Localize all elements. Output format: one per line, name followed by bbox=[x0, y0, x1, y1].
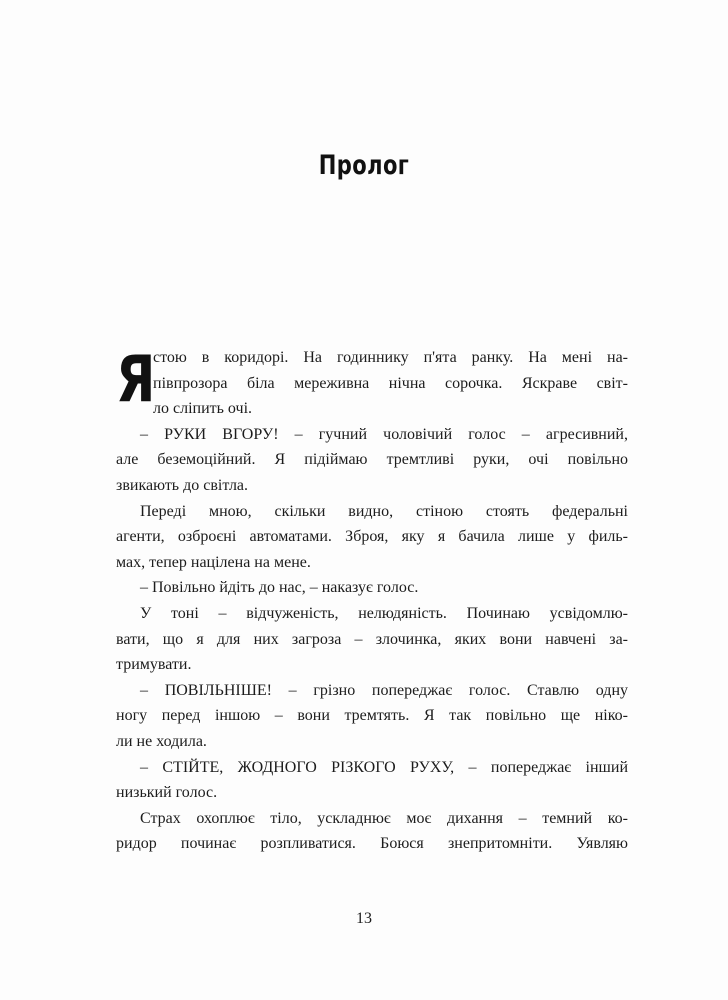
text-line: звикають до світла. bbox=[116, 476, 249, 494]
text-line: Страх охоплює тіло, ускладнює моє дихання – темний ко- bbox=[140, 809, 628, 827]
text-line: ридор починає розпливатися. Боюся знепритомніти. Уявляю bbox=[116, 835, 628, 853]
text-line: ли не ходила. bbox=[116, 732, 207, 750]
chapter-title: Пролог bbox=[318, 150, 410, 181]
text-line: вати, що я для них загроза – злочинка, яких вони навчені за- bbox=[116, 630, 628, 648]
text-line: стою в коридорі. На годиннику п'ята ранку. На мені на- bbox=[153, 349, 628, 366]
text-line: тримувати. bbox=[116, 656, 192, 674]
text-line: – СТІЙТЕ, ЖОДНОГО РІЗКОГО РУХУ, – попереджає інший bbox=[140, 758, 628, 776]
text-line: У тоні – відчуженість, нелюдяність. Починаю усвідомлю- bbox=[140, 604, 628, 622]
text-line: ногу перед іншою – вони тремтять. Я так повільно ще ніко- bbox=[116, 707, 628, 725]
page-number: 13 bbox=[356, 910, 372, 927]
text-line: але беземоційний. Я підіймаю тремтливі руки, очі повільно bbox=[116, 451, 628, 469]
text-line: Переді мною, скільки видно, стіною стоять федеральні bbox=[140, 502, 628, 520]
text-line: – Повільно йдіть до нас, – наказує голос. bbox=[140, 579, 419, 597]
first-paragraph bbox=[116, 345, 628, 422]
text-line: – ПОВІЛЬНІШЕ! – грізно попереджає голос. Ставлю одну bbox=[140, 681, 628, 699]
text-line: низький голос. bbox=[116, 784, 218, 802]
body-text bbox=[116, 345, 628, 857]
drop-cap: Я bbox=[116, 343, 156, 417]
text-line: – РУКИ ВГОРУ! – гучний чоловічий голос – агресивний, bbox=[140, 425, 628, 443]
text-line: мах, тепер націлена на мене. bbox=[116, 553, 311, 571]
text-line: ло сліпить очі. bbox=[153, 400, 253, 418]
text-line: півпрозора біла мереживна нічна сорочка. Яскраве світ- bbox=[153, 374, 628, 392]
text-line: агенти, озброєні автоматами. Зброя, яку я бачила лише у филь- bbox=[116, 528, 628, 546]
